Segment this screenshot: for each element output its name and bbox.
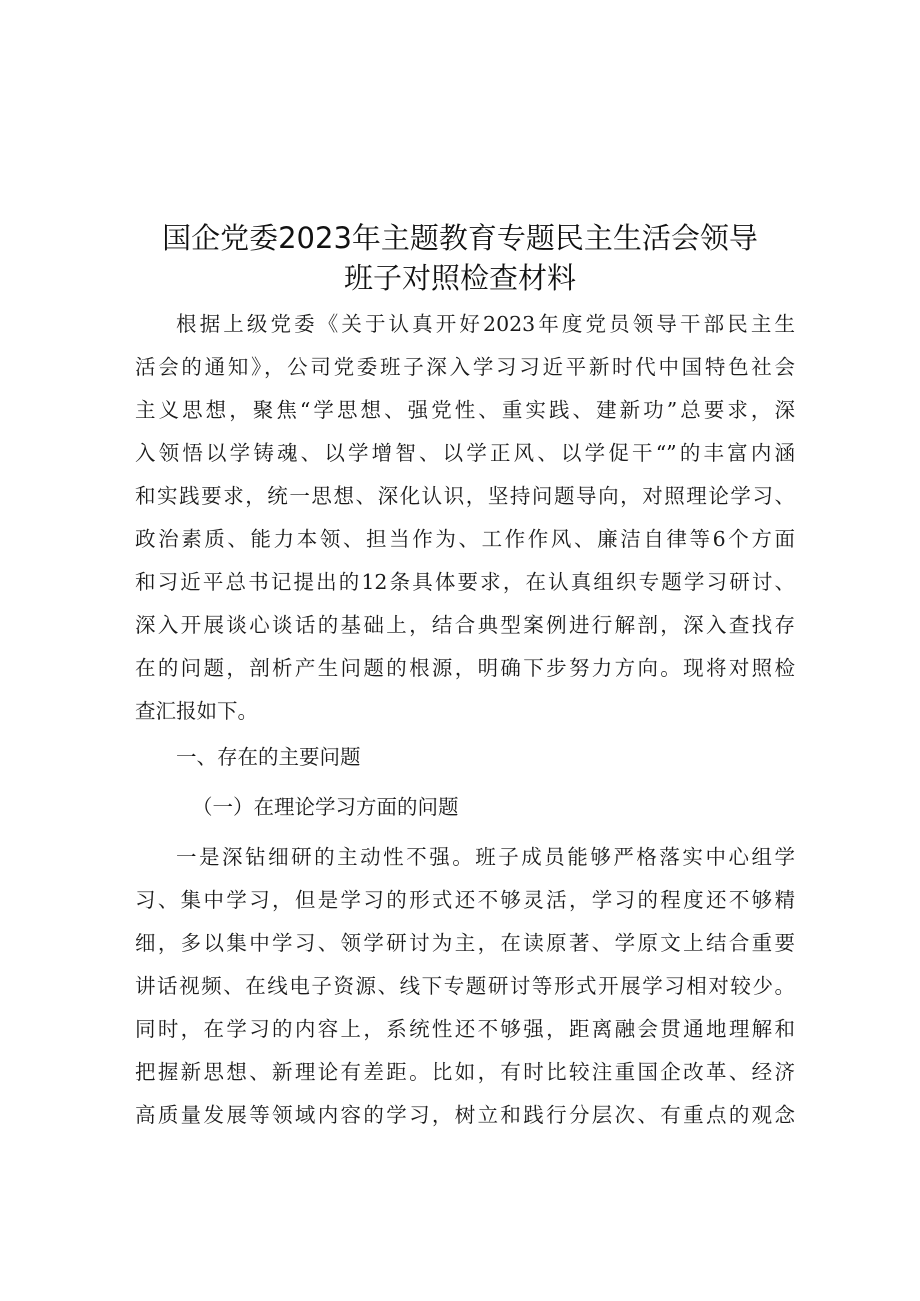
para1-line-7: 高质量发展等领域内容的学习，树立和践行分层次、有重点的观念 xyxy=(135,1103,795,1127)
document-title-line-1: 国企党委2023年主题教育专题民主生活会领导 xyxy=(162,221,758,255)
intro-line-9: 在的问题，剖析产生问题的根源，明确下步努力方向。现将对照检 xyxy=(135,656,795,680)
section-heading-main-problems: 一、存在的主要问题 xyxy=(176,745,361,769)
para1-line-6: 把握新思想、新理论有差距。比如，有时比较注重国企改革、经济 xyxy=(135,1060,795,1084)
para1-line-5: 同时，在学习的内容上，系统性还不够强，距离融会贯通地理解和 xyxy=(135,1017,795,1041)
subsection-heading-theory-study: （一）在理论学习方面的问题 xyxy=(192,795,459,819)
para1-line-3: 细，多以集中学习、领学研讨为主，在读原著、学原文上结合重要 xyxy=(135,931,795,955)
intro-line-4: 入领悟以学铸魂、以学增智、以学正风、以学促干“”的丰富内涵 xyxy=(135,441,795,465)
intro-line-6: 政治素质、能力本领、担当作为、工作作风、廉洁自律等6个方面 xyxy=(135,527,795,551)
intro-line-3: 主义思想，聚焦“学思想、强党性、重实践、建新功”总要求，深 xyxy=(135,398,795,422)
intro-line-8: 深入开展谈心谈话的基础上，结合典型案例进行解剖，深入查找存 xyxy=(135,613,795,637)
para1-line-1: 一是深钻细研的主动性不强。班子成员能够严格落实中心组学 xyxy=(176,845,795,869)
intro-line-7: 和习近平总书记提出的12条具体要求，在认真组织专题学习研讨、 xyxy=(135,570,795,594)
para1-line-4: 讲话视频、在线电子资源、线下专题研讨等形式开展学习相对较少。 xyxy=(135,974,795,998)
intro-line-5: 和实践要求，统一思想、深化认识，坚持问题导向，对照理论学习、 xyxy=(135,484,795,508)
document-title-line-2: 班子对照检查材料 xyxy=(343,261,576,295)
intro-line-1: 根据上级党委《关于认真开好2023年度党员领导干部民主生 xyxy=(176,312,795,336)
intro-line-10: 查汇报如下。 xyxy=(135,699,258,723)
intro-line-2: 活会的通知》，公司党委班子深入学习习近平新时代中国特色社会 xyxy=(135,355,795,379)
para1-line-2: 习、集中学习，但是学习的形式还不够灵活，学习的程度还不够精 xyxy=(135,888,795,912)
